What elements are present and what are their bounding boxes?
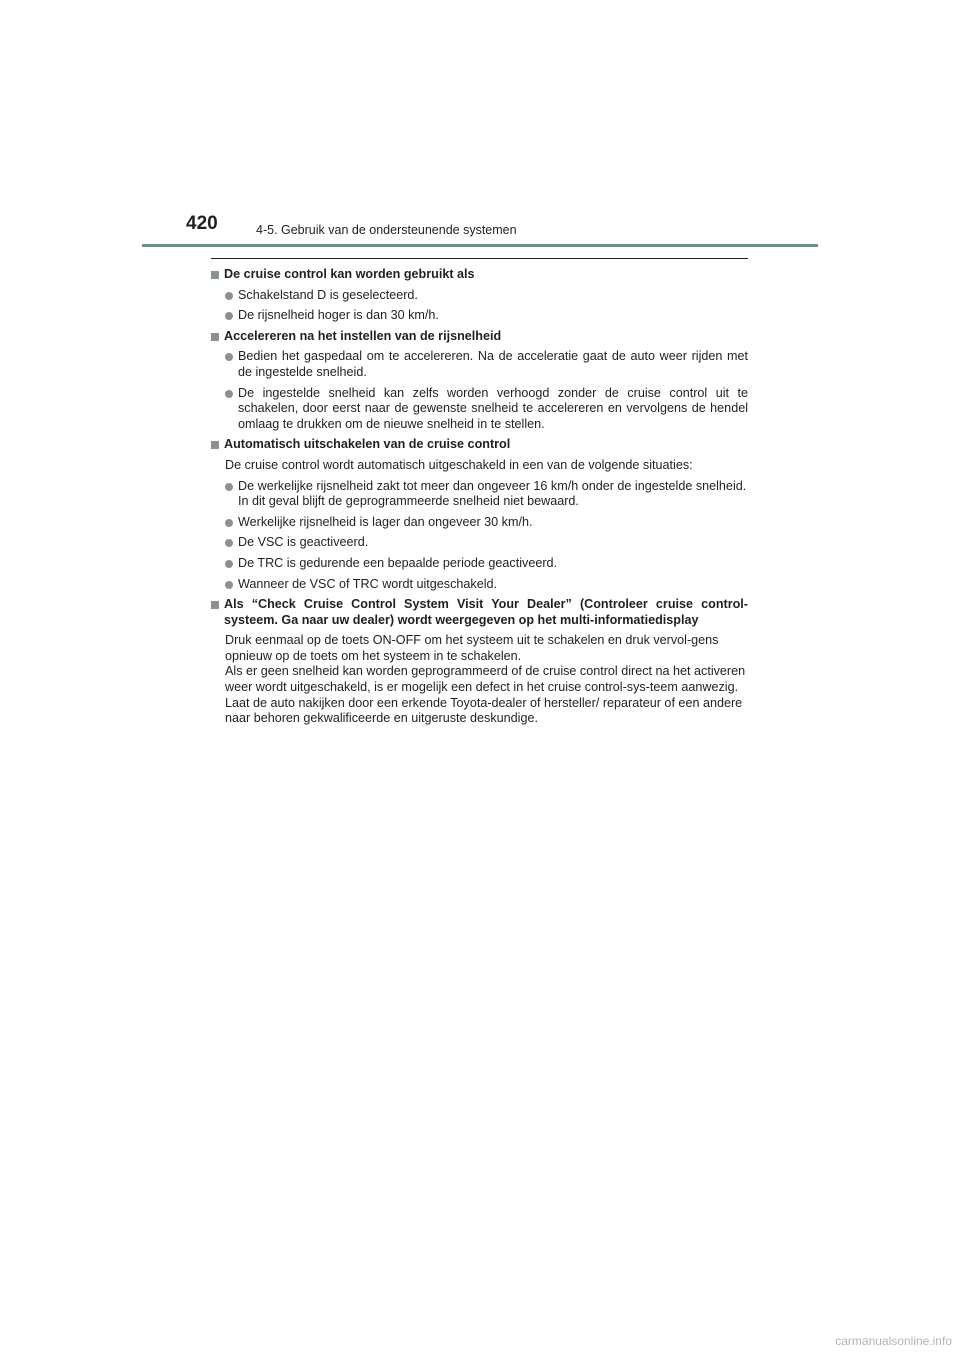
bullet-item bbox=[211, 479, 748, 510]
page-number: 420 bbox=[186, 213, 218, 234]
block-heading bbox=[211, 329, 748, 345]
content-area bbox=[211, 258, 748, 732]
bullet-item bbox=[211, 386, 748, 433]
bullet-line: De rijsnelheid hoger is dan 30 km/h. bbox=[238, 308, 439, 323]
square-bullet-icon bbox=[211, 333, 219, 341]
info-block bbox=[211, 329, 748, 433]
bullet-text bbox=[238, 386, 748, 433]
bullet-text bbox=[238, 349, 748, 380]
circle-bullet-icon bbox=[225, 519, 233, 527]
bullet-line: Wanneer de VSC of TRC wordt uitgeschakeld. bbox=[238, 576, 497, 591]
bullet-text bbox=[238, 556, 748, 572]
circle-bullet-icon bbox=[225, 312, 233, 320]
circle-bullet-icon bbox=[225, 390, 233, 398]
circle-bullet-icon bbox=[225, 560, 233, 568]
intro-line: De cruise control wordt automatisch uitgeschakeld in een van de volgende situaties: bbox=[225, 457, 693, 472]
bullet-text bbox=[238, 515, 748, 531]
bullet-line: In dit geval blijft de geprogrammeerde snelheid niet bewaard. bbox=[238, 494, 579, 509]
page-header bbox=[0, 0, 960, 250]
bullet-line: De TRC is gedurende een bepaalde periode geactiveerd. bbox=[238, 555, 558, 570]
square-bullet-icon bbox=[211, 601, 219, 609]
bullet-line: De VSC is geactiveerd. bbox=[238, 535, 369, 550]
info-block bbox=[211, 597, 748, 727]
block-heading bbox=[211, 437, 748, 453]
intro-line: Als er geen snelheid kan worden geprogrammeerd of de cruise control direct na het activeren weer wordt uitgeschakeld, is er mogelijk een defect in het cruise control-sys-teem aanwezig. Laat de auto nakijken door een erkende Toyota-dealer of hersteller/ reparateur of een andere naar behoren gekwalificeerde en uitgeruste deskundige. bbox=[225, 664, 746, 726]
bullet-text bbox=[238, 535, 748, 551]
block-heading-text: Automatisch uitschakelen van de cruise control bbox=[224, 437, 511, 452]
circle-bullet-icon bbox=[225, 581, 233, 589]
block-heading-text: De cruise control kan worden gebruikt als bbox=[224, 267, 475, 281]
block-heading-text: Als “Check Cruise Control System Visit Your Dealer” (Controleer cruise control-systeem. Ga naar uw dealer) wordt weergegeven op het multi-informatiedisplay bbox=[224, 597, 748, 627]
circle-bullet-icon bbox=[225, 539, 233, 547]
info-block bbox=[211, 437, 748, 592]
bullet-item bbox=[211, 308, 748, 324]
circle-bullet-icon bbox=[225, 483, 233, 491]
bullet-item bbox=[211, 535, 748, 551]
bullet-text bbox=[238, 288, 748, 304]
bullet-line: Bedien het gaspedaal om te accelereren. Na de acceleratie gaat de auto weer rijden met de ingestelde snelheid. bbox=[238, 349, 748, 379]
info-block bbox=[211, 267, 748, 324]
bullet-item bbox=[211, 288, 748, 304]
square-bullet-icon bbox=[211, 271, 219, 279]
bullet-item bbox=[211, 349, 748, 380]
bullet-item bbox=[211, 556, 748, 572]
square-bullet-icon bbox=[211, 441, 219, 449]
bullet-line: De ingestelde snelheid kan zelfs worden verhoogd zonder de cruise control uit te schakelen, door eerst naar de gewenste snelheid te accelereren en vervolgens de hendel omlaag te drukken om de nieuwe snelheid in te stellen. bbox=[238, 385, 748, 431]
bullet-line: Werkelijke rijsnelheid is lager dan ongeveer 30 km/h. bbox=[238, 514, 533, 529]
intro-line: Druk eenmaal op de toets ON-OFF om het systeem uit te schakelen en druk vervol-gens opnieuw op de toets om het systeem in te schakelen. bbox=[225, 633, 719, 663]
section-title: 4-5. Gebruik van de ondersteunende systemen bbox=[256, 223, 517, 237]
bullet-item bbox=[211, 515, 748, 531]
circle-bullet-icon bbox=[225, 353, 233, 361]
block-heading bbox=[211, 267, 748, 283]
bullet-line: De werkelijke rijsnelheid zakt tot meer dan ongeveer 16 km/h onder de ingestelde snelheid. bbox=[238, 478, 747, 493]
bullet-text bbox=[238, 308, 748, 324]
bullet-item bbox=[211, 577, 748, 593]
block-heading bbox=[211, 597, 748, 628]
block-intro bbox=[211, 633, 748, 727]
bullet-text bbox=[238, 577, 748, 593]
bullet-text bbox=[238, 479, 748, 510]
watermark: carmanualsonline.info bbox=[835, 1334, 952, 1348]
block-intro bbox=[211, 458, 748, 474]
header-rule bbox=[142, 244, 818, 247]
block-heading-text: Accelereren na het instellen van de rijsnelheid bbox=[224, 328, 502, 343]
circle-bullet-icon bbox=[225, 292, 233, 300]
bullet-line: Schakelstand D is geselecteerd. bbox=[238, 287, 418, 302]
